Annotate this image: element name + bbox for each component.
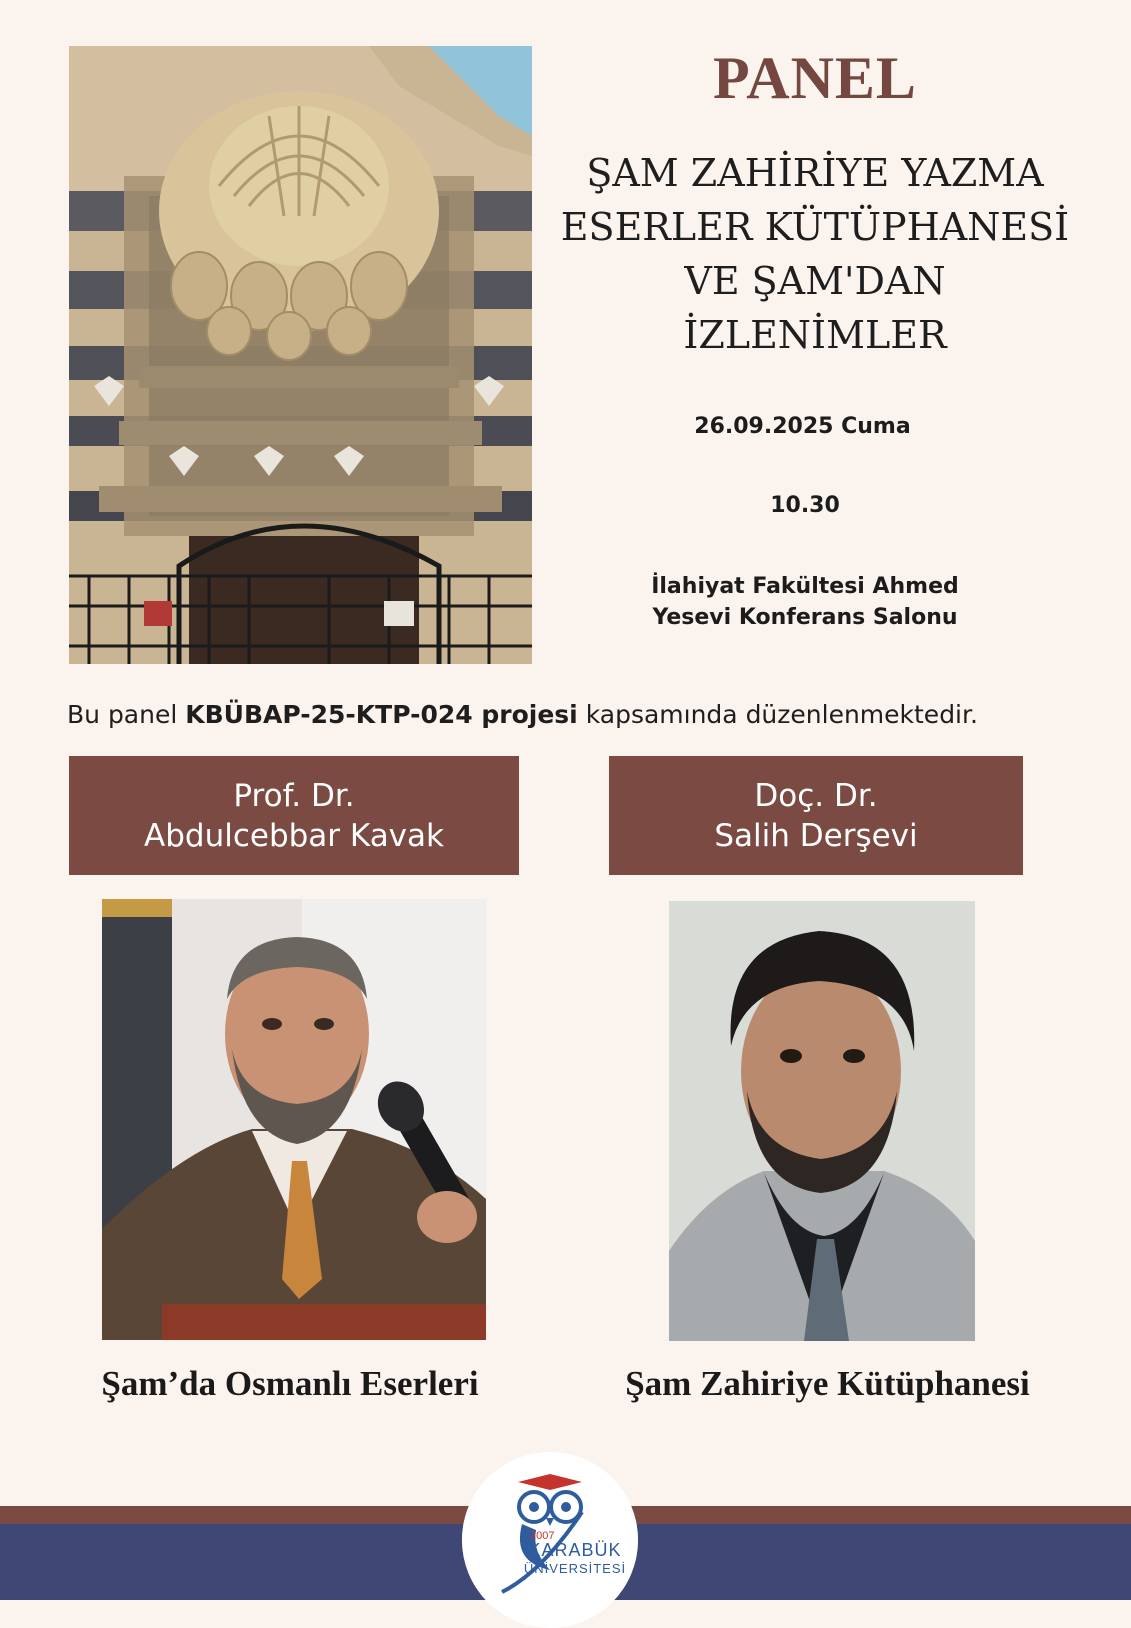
speaker-1-name: Abdulcebbar Kavak [144,817,444,854]
subtitle-line: VE ŞAM'DAN [684,259,946,303]
logo-year: 2007 [530,1530,555,1542]
speaker-2-talk-title: Şam Zahiriye Kütüphanesi [625,1364,1030,1403]
panel-subtitle [540,146,1090,362]
project-code: KBÜBAP-25-KTP-024 projesi [185,700,578,729]
speaker-2-name-box [609,756,1023,875]
logo-subtitle: ÜNİVERSİTESİ [523,1561,627,1576]
panel-title: PANEL [713,45,917,111]
speaker-2-title: Doç. Dr. [754,777,878,814]
event-date: 26.09.2025 Cuma [694,414,911,439]
subtitle-line: ŞAM ZAHİRİYE YAZMA [586,151,1044,195]
project-note [67,700,1127,729]
speaker-1-photo [102,899,486,1340]
project-note-prefix: Bu panel [67,700,186,729]
speaker-2-name: Salih Derşevi [714,817,918,854]
speaker-1-talk-title: Şam’da Osmanlı Eserleri [101,1364,479,1403]
venue-line: Yesevi Konferans Salonu [652,605,958,630]
speaker-1-name-box [69,756,519,875]
speaker-1-title: Prof. Dr. [233,777,355,814]
event-venue [600,571,1010,633]
speaker-2-photo [669,901,975,1341]
venue-line: İlahiyat Fakültesi Ahmed [651,574,959,599]
project-note-suffix: kapsamında düzenlenmektedir. [577,700,978,729]
logo-name: KARABÜK [528,1540,622,1560]
event-time: 10.30 [770,493,840,518]
subtitle-line: İZLENİMLER [683,313,947,357]
subtitle-line: ESERLER KÜTÜPHANESİ [560,205,1070,249]
building-photo [69,46,532,664]
